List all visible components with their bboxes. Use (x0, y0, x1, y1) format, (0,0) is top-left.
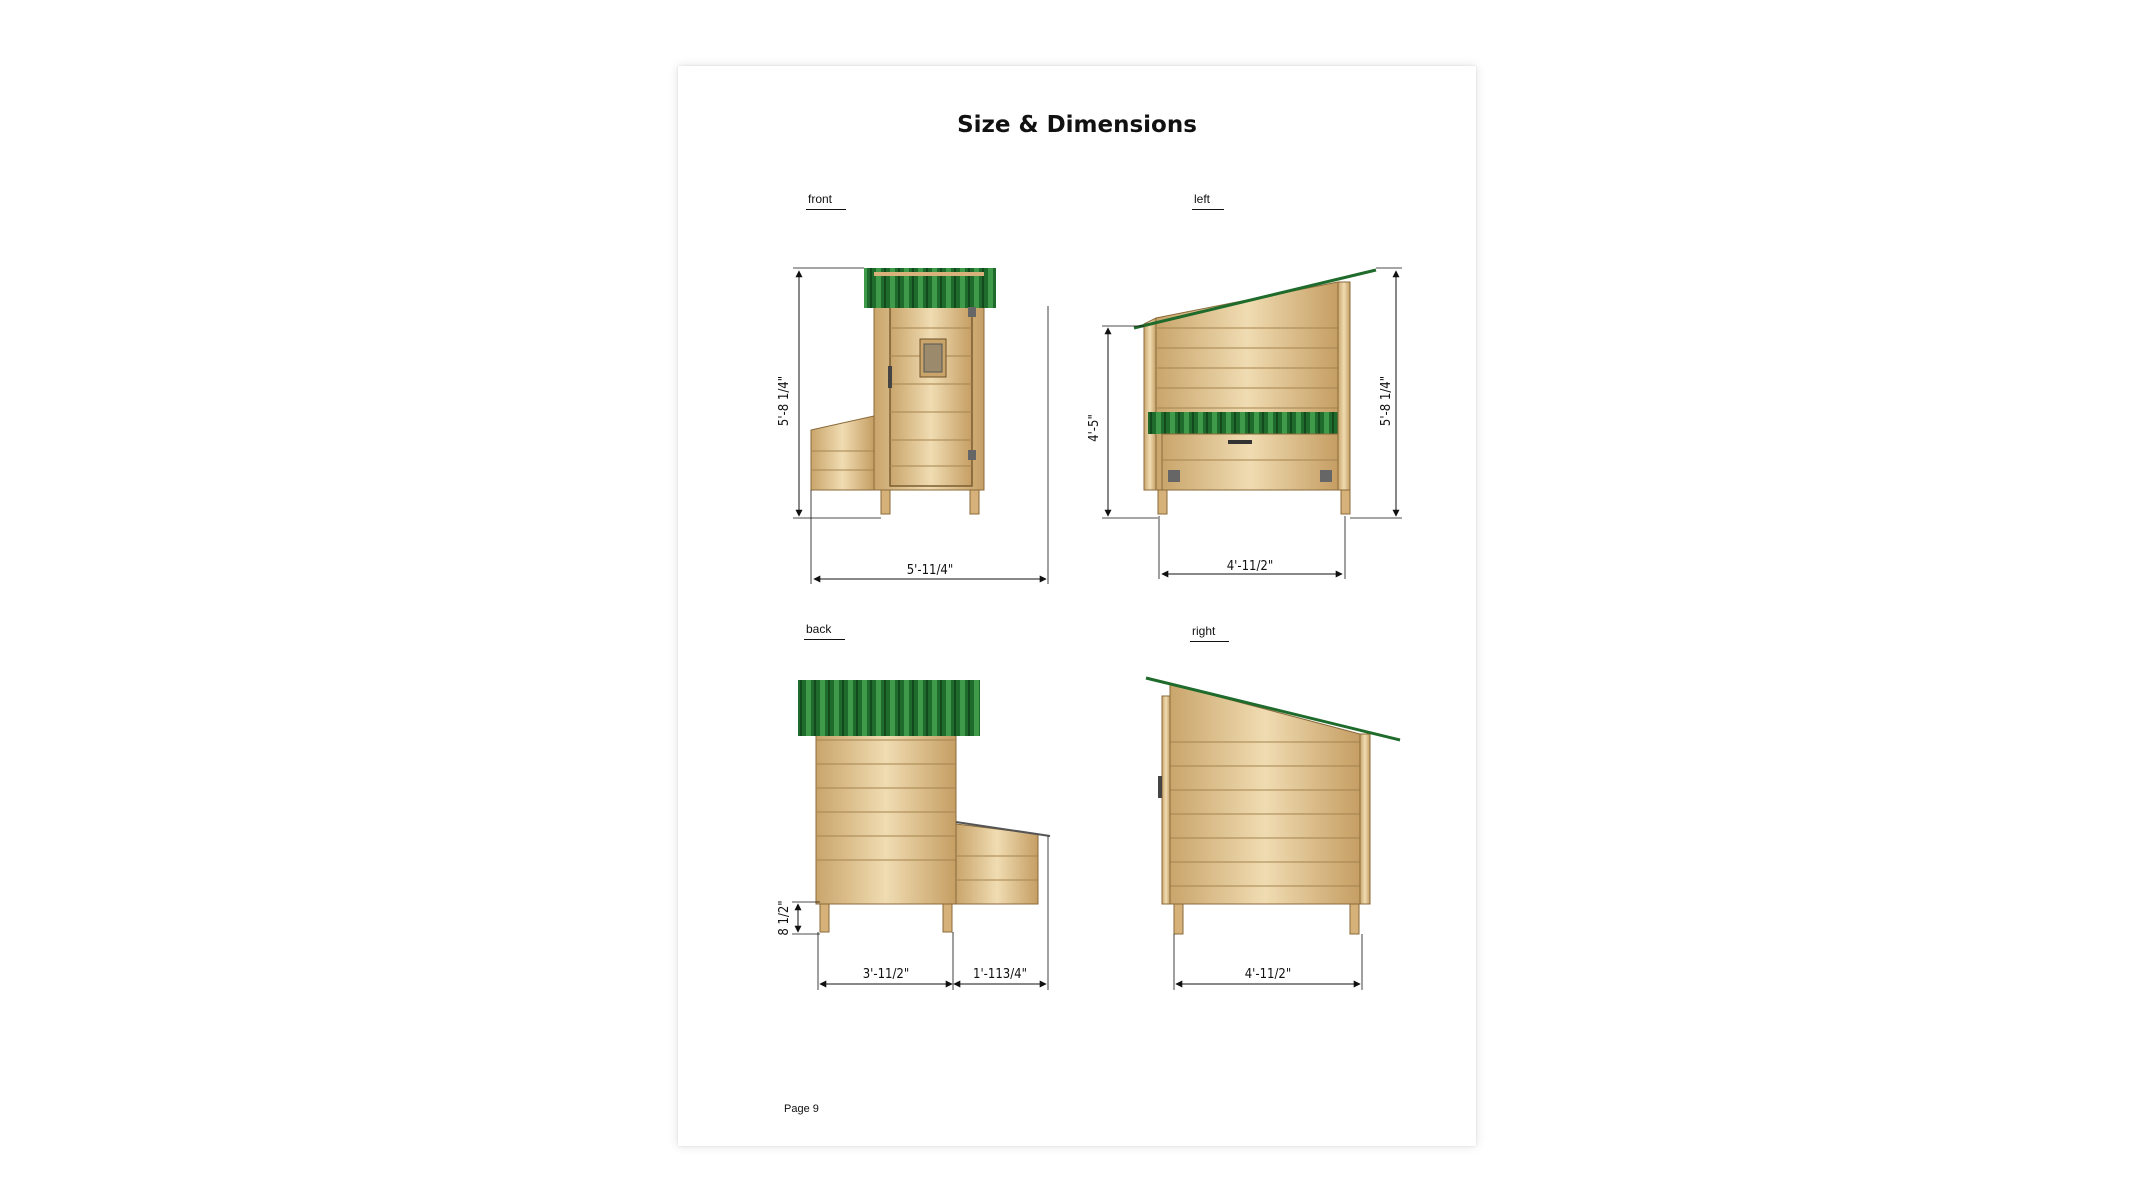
left-low-height-dimension: 4'-5" (1087, 414, 1102, 442)
right-width-dimension: 4'-11/2" (1244, 967, 1292, 982)
view-label-left: left (1192, 192, 1224, 210)
page-number: Page 9 (784, 1103, 819, 1115)
back-main-width-dimension: 3'-11/2" (862, 967, 910, 982)
view-label-front: front (806, 192, 846, 210)
left-high-height-dimension: 5'-8 1/4" (1379, 375, 1394, 427)
front-width-dimension: 5'-11/4" (906, 563, 954, 578)
page-title: Size & Dimensions (957, 112, 1197, 138)
view-label-right: right (1190, 624, 1229, 642)
back-leg-height-dimension: 8 1/2" (777, 900, 792, 936)
back-box-width-dimension: 1'-113/4" (973, 967, 1027, 982)
document-page (678, 66, 1476, 1146)
back-elevation (798, 680, 1050, 932)
left-width-dimension: 4'-11/2" (1226, 559, 1274, 574)
view-label-back: back (804, 622, 845, 640)
front-elevation (811, 268, 996, 514)
right-elevation (1146, 678, 1400, 934)
elevation-drawings (678, 66, 1476, 1146)
left-elevation (1134, 270, 1376, 514)
front-height-dimension: 5'-8 1/4" (777, 375, 792, 427)
